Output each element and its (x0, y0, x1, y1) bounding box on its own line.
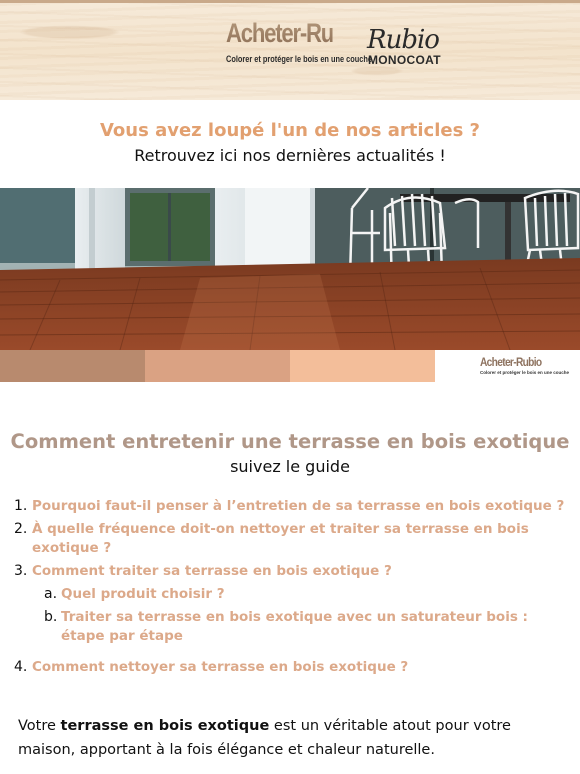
toc-number: 2. (14, 521, 28, 537)
toc-item (14, 562, 570, 646)
article-header (0, 428, 580, 478)
toc-subnumber: a. (44, 586, 58, 602)
partner-script: Rubio (367, 25, 439, 55)
toc-number: 4. (14, 659, 28, 675)
body-bold: terrasse en bois exotique (60, 718, 270, 734)
toc-subitem (32, 585, 570, 604)
toc-sublink[interactable]: Traiter sa terrasse en bois exotique avec un saturateur bois : étape par étape (61, 609, 528, 644)
toc-subitem (32, 608, 570, 646)
toc-link[interactable]: À quelle fréquence doit-on nettoyer et traiter sa terrasse en bois exotique ? (32, 521, 529, 556)
mini-brand-name: Acheter-Rubio (480, 355, 542, 369)
toc-item (14, 497, 570, 516)
brand-logo[interactable] (226, 18, 372, 64)
color-swatches (0, 350, 580, 382)
terrace-illustration (0, 188, 580, 350)
mini-brand-tagline: Colorer et protéger le bois en une couche (480, 370, 570, 375)
article-title: Comment entretenir une terrasse en bois exotique (10, 430, 570, 453)
swatch-dark (0, 350, 145, 382)
partner-logo (367, 27, 447, 67)
toc-item (14, 520, 570, 558)
brand-tagline: Colorer et protéger le bois en une couche (226, 54, 372, 64)
toc-number: 1. (14, 498, 28, 514)
intro-title: Vous avez loupé l'un de nos articles ? (99, 120, 480, 141)
mini-brand-logo[interactable] (435, 350, 580, 382)
swatch-light (290, 350, 435, 382)
toc-sublink[interactable]: Quel produit choisir ? (61, 586, 225, 602)
toc-item (14, 658, 570, 677)
table-of-contents (14, 497, 570, 681)
toc-sublist (32, 585, 570, 646)
brand-name: Acheter-Rubio (226, 18, 363, 48)
article-subtitle: suivez le guide (230, 457, 350, 476)
toc-link[interactable]: Pourquoi faut-il penser à l’entretien de sa terrasse en bois exotique ? (32, 498, 565, 514)
hero-image[interactable] (0, 188, 580, 350)
toc-link[interactable]: Comment nettoyer sa terrasse en bois exotique ? (32, 659, 409, 675)
toc-subnumber: b. (44, 609, 58, 625)
body-prefix: Votre (18, 718, 61, 734)
toc-link[interactable]: Comment traiter sa terrasse en bois exotique ? (32, 563, 392, 579)
header-banner (0, 0, 580, 100)
article-intro-paragraph (18, 714, 568, 762)
toc-number: 3. (14, 563, 28, 579)
body-suffix: est un véritable atout pour votre maison, apportant à la fois élégance et chaleur naturelle. (18, 718, 511, 758)
swatch-medium (145, 350, 290, 382)
partner-sub: MONOCOAT (368, 53, 441, 67)
intro-section (0, 118, 580, 168)
intro-subtitle: Retrouvez ici nos dernières actualités ! (134, 146, 446, 165)
